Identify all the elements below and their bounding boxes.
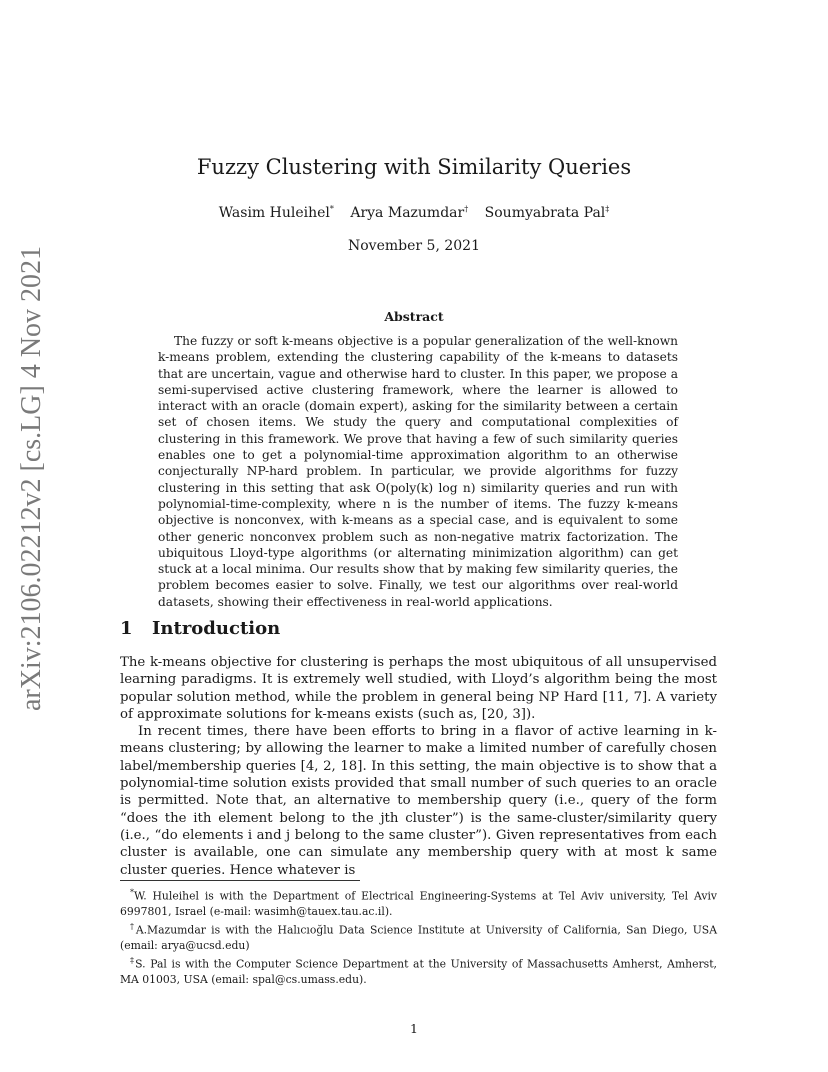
section-title: Introduction xyxy=(152,618,281,639)
abstract-body xyxy=(158,333,678,610)
abstract-heading: Abstract xyxy=(384,309,444,324)
author-3: Soumyabrata Pal‡ xyxy=(484,204,610,221)
abstract-text: The fuzzy or soft k-means objective is a popular generalization of the well-known k-means problem, extending the clustering capability of the k-means to datasets that are uncertain, vague and otherwise hard to cluster. In this paper, we propose a semi-supervised active clustering framework, where the learner is allowed to interact with an oracle (domain expert), asking for the similarity between a certain set of chosen items. We study the query and computational complexities of clustering in this framework. We prove that having a few of such similarity queries enables one to get a polynomial-time approximation algorithm to an otherwise conjecturally NP-hard problem. In particular, we provide algorithms for fuzzy clustering in this setting that ask O(poly(k) log n) similarity queries and run with polynomial-time-complexity, where n is the number of items. The fuzzy k-means objective is nonconvex, with k-means as a special case, and is equivalent to some other generic nonconvex problem such as non-negative matrix factorization. The ubiquitous Lloyd-type algorithms (or alternating minimization algorithm) can get stuck at a local minima. Our results show that by making few similarity queries, the problem becomes easier to solve. Finally, we test our algorithms over real-world datasets, showing their effectiveness in real-world applications. xyxy=(158,334,678,609)
intro-paragraph-1: The k-means objective for clustering is perhaps the most ubiquitous of all unsupervised learning paradigms. It is extremely well studied, with Lloyd’s algorithm being the most popular solution method, while the problem in general being NP Hard [11, 7]. A variety of approximate solutions for k-means exists (such as, [20, 3]). xyxy=(120,655,717,722)
footnote-rule xyxy=(120,880,360,881)
arxiv-sidebar-id: arXiv:2106.02212v2 [cs.LG] 4 Nov 2021 xyxy=(16,245,47,711)
footnote-1: *W. Huleihel is with the Department of Electrical Engineering-Systems at Tel Aviv university, Tel Aviv 6997801, Israel (e-mail: wasimh@tauex.tau.ac.il). xyxy=(120,888,717,918)
footnote-3: ‡S. Pal is with the Computer Science Department at the University of Massachusetts Amherst, Amherst, MA 01003, USA (email: spal@cs.umass.edu). xyxy=(120,956,717,986)
intro-body xyxy=(120,654,717,879)
author-1: Wasim Huleihel* xyxy=(218,204,334,221)
footnote-2: †A.Mazumdar is with the Halıcıoğlu Data Science Institute at University of California, San Diego, USA (email: arya@ucsd.edu) xyxy=(120,922,717,952)
author-2: Arya Mazumdar† xyxy=(350,204,469,221)
section-number: 1 xyxy=(120,618,133,639)
footnotes xyxy=(120,885,717,987)
author-list xyxy=(0,204,828,221)
intro-paragraph-2: In recent times, there have been efforts to bring in a flavor of active learning in k-means clustering; by allowing the learner to make a limited number of carefully chosen label/membership queries [4, 2, 18]. In this setting, the main objective is to show that a polynomial-time solution exists provided that small number of such queries to an oracle is permitted. Note that, an alternative to membership query (i.e., query of the form “does the ith element belong to the jth cluster”) is the same-cluster/similarity query (i.e., “do elements i and j belong to the same cluster”). Given representatives from each cluster is available, one can simulate any membership query with at most k same cluster queries. Hence whatever is xyxy=(120,724,717,878)
section-heading xyxy=(120,618,280,639)
paper-title: Fuzzy Clustering with Similarity Queries xyxy=(196,155,632,179)
paper-date: November 5, 2021 xyxy=(348,238,480,254)
page-number: 1 xyxy=(410,1021,418,1036)
